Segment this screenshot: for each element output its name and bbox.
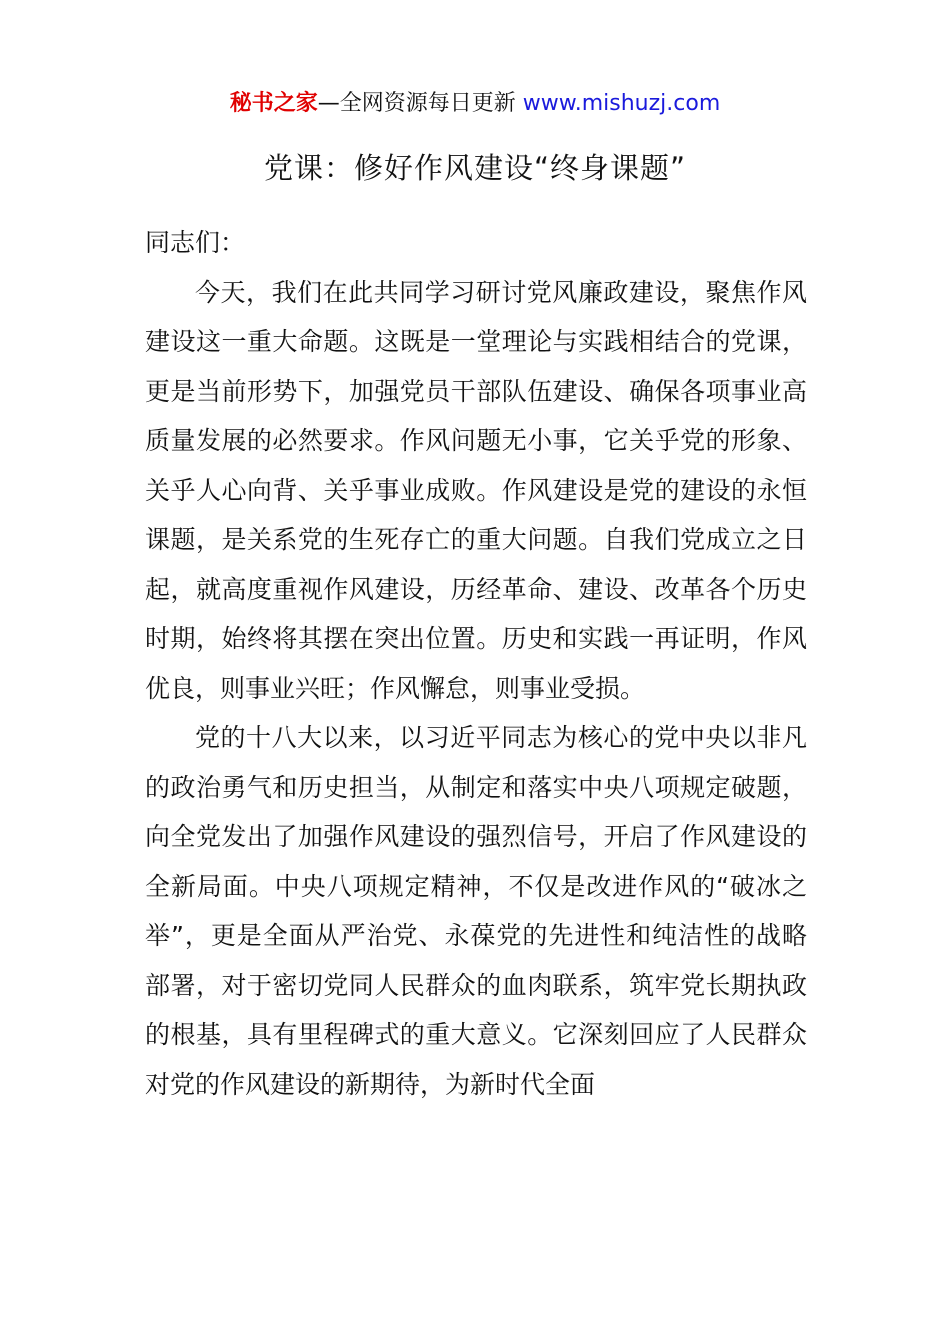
header-tagline: —全网资源每日更新 — [317, 91, 523, 116]
site-url-link[interactable]: www.mishuzj.com — [522, 91, 721, 116]
document-body — [145, 218, 807, 1109]
document-title: 党课：修好作风建设“终身课题” — [263, 151, 687, 185]
salutation: 同志们： — [145, 228, 246, 257]
paragraph: 党的十八大以来，以习近平同志为核心的党中央以非凡的政治勇气和历史担当，从制定和落实中央八项规定破题，向全党发出了加强作风建设的强烈信号，开启了作风建设的全新局面。中央八项规定精神，不仅是改进作风的“破冰之举”，更是全面从严治党、永葆党的先进性和纯洁性的战略部署，对于密切党同人民群众的血肉联系，筑牢党长期执政的根基，具有里程碑式的重大意义。它深刻回应了人民群众对党的作风建设的新期待，为新时代全面 — [145, 723, 807, 1099]
paragraph: 今天，我们在此共同学习研讨党风廉政建设，聚焦作风建设这一重大命题。这既是一堂理论与实践相结合的党课，更是当前形势下，加强党员干部队伍建设、确保各项事业高质量发展的必然要求。作风问题无小事，它关乎党的形象、关乎人心向背、关乎事业成败。作风建设是党的建设的永恒课题，是关系党的生死存亡的重大问题。自我们党成立之日起，就高度重视作风建设，历经革命、建设、改革各个历史时期，始终将其摆在突出位置。历史和实践一再证明，作风优良，则事业兴旺；作风懈怠，则事业受损。 — [145, 277, 807, 703]
brand-name: 秘书之家 — [229, 91, 318, 116]
site-header — [0, 88, 950, 120]
